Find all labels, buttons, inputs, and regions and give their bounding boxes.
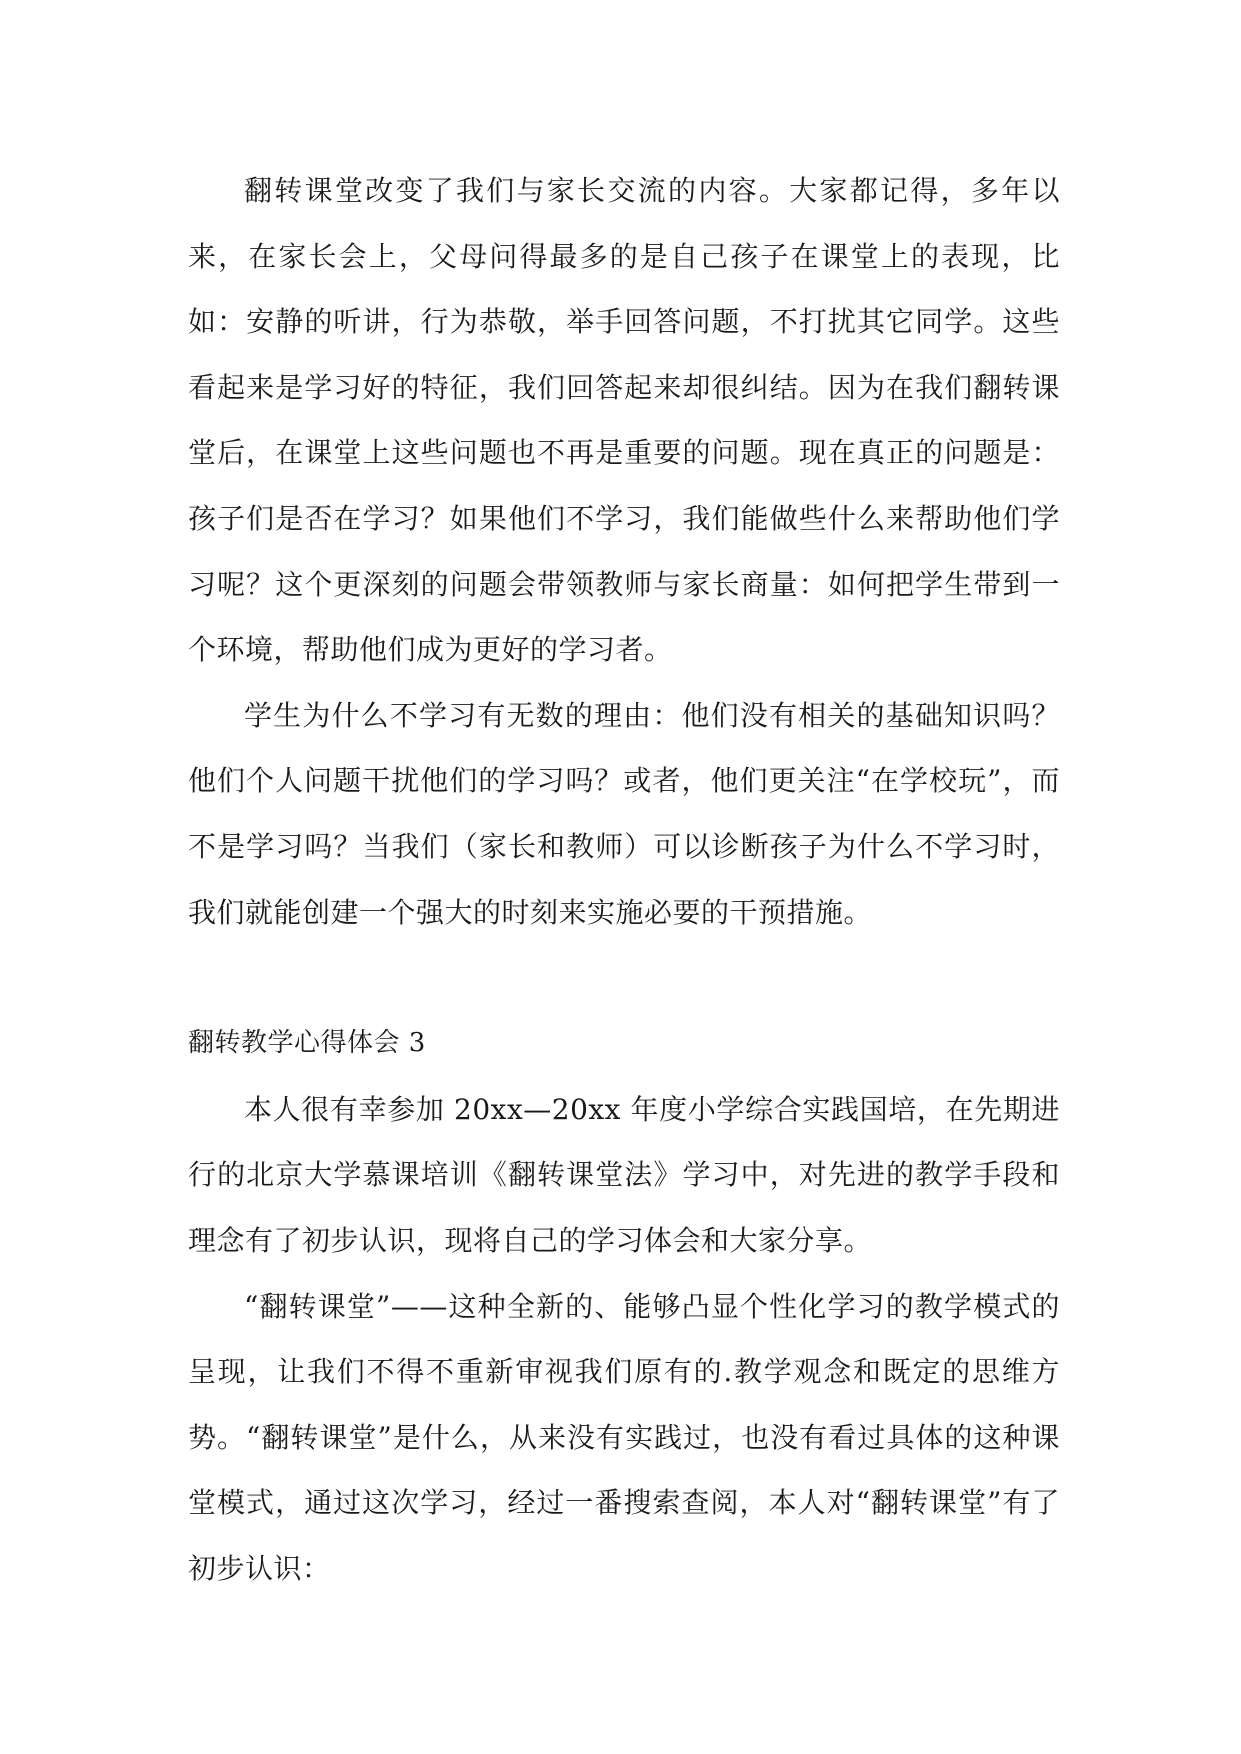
- section-spacer: [188, 945, 1060, 1011]
- paragraph-reasons-not-learning: 学生为什么不学习有无数的理由：他们没有相关的基础知识吗？他们个人问题干扰他们的学习吗？或者，他们更关注“在学校玩”，而不是学习吗？当我们（家长和教师）可以诊断孩子为什么不学习时，我们就能创建一个强大的时刻来实施必要的干预措施。: [188, 698, 1060, 929]
- paragraph-training-intro: 本人很有幸参加 20xx—20xx 年度小学综合实践国培，在先期进行的北京大学慕课培训《翻转课堂法》学习中，对先进的教学手段和理念有了初步认识，现将自己的学习体会和大家分享。: [188, 1092, 1060, 1257]
- document-body: [188, 158, 1060, 1601]
- paragraph-flipped-classroom-definition: “翻转课堂”——这种全新的、能够凸显个性化学习的教学模式的呈现，让我们不得不重新审视我们原有的.教学观念和既定的思维方势。“翻转课堂”是什么，从来没有实践过，也没有看过具体的这种课堂模式，通过这次学习，经过一番搜索查阅，本人对“翻转课堂”有了初步认识：: [188, 1289, 1060, 1585]
- paragraph-parent-communication: 翻转课堂改变了我们与家长交流的内容。大家都记得，多年以来，在家长会上，父母问得最多的是自己孩子在课堂上的表现，比如：安静的听讲，行为恭敬，举手回答问题，不打扰其它同学。这些看起来是学习好的特征，我们回答起来却很纠结。因为在我们翻转课堂后，在课堂上这些问题也不再是重要的问题。现在真正的问题是：孩子们是否在学习？如果他们不学习，我们能做些什么来帮助他们学习呢？这个更深刻的问题会带领教师与家长商量：如何把学生带到一个环境，帮助他们成为更好的学习者。: [188, 174, 1060, 667]
- section-heading: 翻转教学心得体会 3: [188, 1028, 426, 1059]
